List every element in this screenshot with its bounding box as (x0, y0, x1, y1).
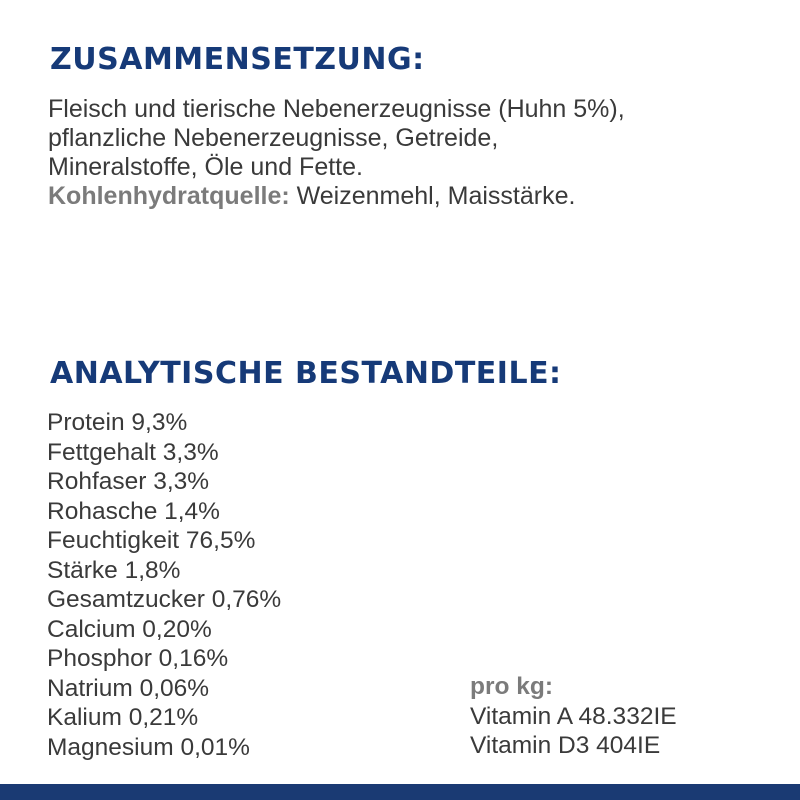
carb-source-label: Kohlenhydratquelle: (48, 182, 290, 210)
carb-source-value: Weizenmehl, Maisstärke. (289, 182, 576, 210)
per-kg-label: pro kg: (470, 673, 554, 700)
analysis-list (47, 408, 281, 762)
composition-line: pflanzliche Nebenerzeugnisse, Getreide, (48, 124, 499, 152)
analysis-item: Stärke 1,8% (47, 556, 181, 584)
vitamin-item: Vitamin A 48.332IE (470, 702, 677, 730)
analysis-item: Natrium 0,06% (47, 674, 210, 702)
analysis-item: Gesamtzucker 0,76% (47, 586, 282, 613)
composition-text (48, 95, 788, 211)
analysis-item: Rohfaser 3,3% (47, 468, 210, 495)
analysis-item: Magnesium 0,01% (47, 733, 250, 761)
carb-source-line (48, 182, 788, 211)
analysis-heading: ANALYTISCHE BESTANDTEILE: (50, 356, 562, 391)
per-kg-block (470, 672, 677, 761)
analysis-item: Fettgehalt 3,3% (47, 438, 219, 466)
vitamin-item: Vitamin D3 404IE (470, 732, 661, 759)
composition-line: Mineralstoffe, Öle und Fette. (48, 153, 363, 181)
bottom-accent-bar (0, 784, 800, 800)
analysis-item: Feuchtigkeit 76,5% (47, 527, 256, 554)
analysis-item: Protein 9,3% (47, 409, 188, 436)
analysis-item: Phosphor 0,16% (47, 645, 229, 672)
analysis-item: Kalium 0,21% (47, 704, 199, 731)
analysis-item: Calcium 0,20% (47, 615, 212, 643)
composition-line: Fleisch und tierische Nebenerzeugnisse (Huhn 5%), (48, 95, 625, 123)
analysis-item: Rohasche 1,4% (47, 497, 220, 525)
composition-heading: ZUSAMMENSETZUNG: (50, 42, 425, 77)
